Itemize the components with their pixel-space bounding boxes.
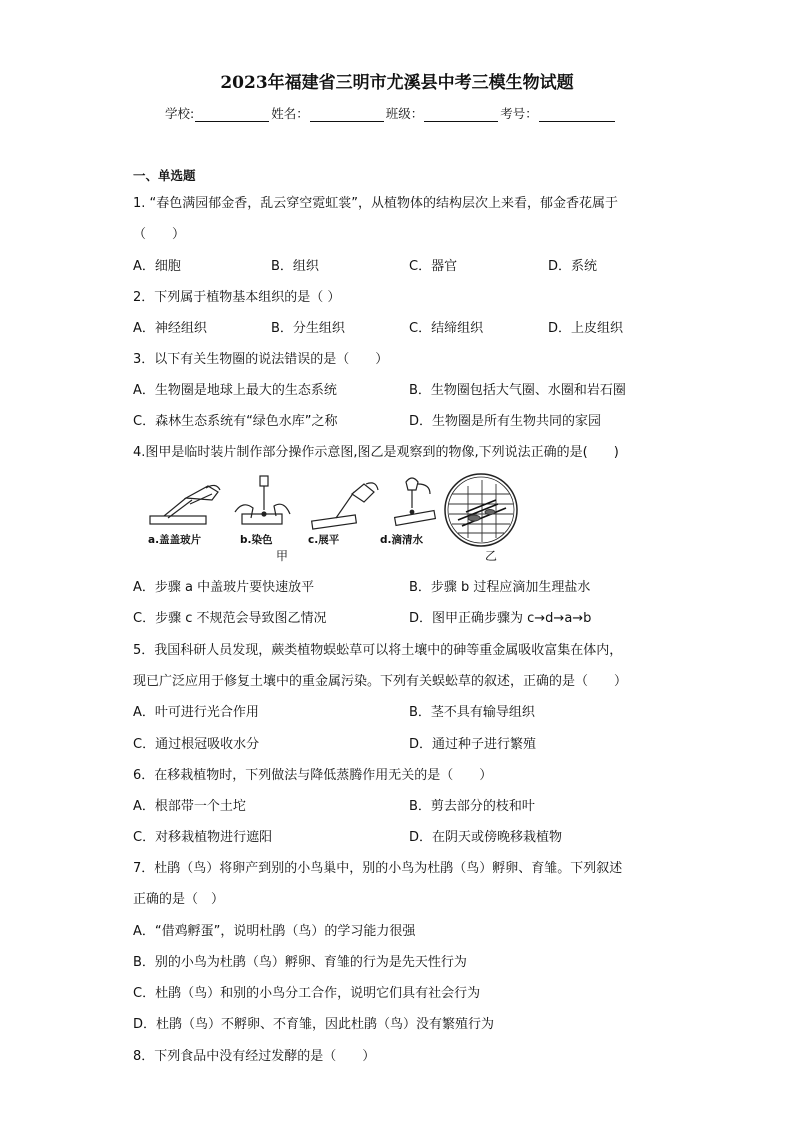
question-7-stem-cont: 正确的是（ ） <box>133 892 225 907</box>
figure-yi-label: 乙 <box>485 549 498 563</box>
q3-option-b[interactable]: B．生物圈包括大气圈、水圈和岩石圈 <box>409 383 626 398</box>
page-title: 2023年福建省三明市尤溪县中考三模生物试题 <box>220 73 574 93</box>
question-1-stem: 1. “春色满园郁金香，乱云穿空霓虹裳”，从植物体的结构层次上来看，郁金香花属于 <box>133 196 619 211</box>
q6-option-b[interactable]: B．剪去部分的枝和叶 <box>409 799 535 814</box>
q1-option-d[interactable]: D．系统 <box>548 259 598 274</box>
q3-option-d[interactable]: D．生物圈是所有生物共同的家园 <box>409 414 602 429</box>
q1-option-a[interactable]: A．细胞 <box>133 259 181 274</box>
exam-number-blank[interactable] <box>539 107 615 122</box>
q5-option-d[interactable]: D．通过种子进行繁殖 <box>409 737 537 752</box>
question-3-stem: 3．以下有关生物圈的说法错误的是（ ） <box>133 352 389 367</box>
q7-option-c[interactable]: C．杜鹃（鸟）和别的小鸟分工合作，说明它们具有社会行为 <box>133 986 481 1001</box>
question-8-stem: 8．下列食品中没有经过发酵的是（ ） <box>133 1049 376 1064</box>
figure-jia-label: 甲 <box>276 549 289 563</box>
q2-option-b[interactable]: B．分生组织 <box>271 321 345 336</box>
q4-option-b[interactable]: B．步骤 b 过程应滴加生理盐水 <box>409 580 591 595</box>
name-label: 姓名： <box>271 106 309 121</box>
school-blank[interactable] <box>195 107 269 122</box>
q4-option-d[interactable]: D．图甲正确步骤为 c→d→a→b <box>409 611 592 626</box>
question-6-stem: 6．在移栽植物时，下列做法与降低蒸腾作用无关的是（ ） <box>133 768 493 783</box>
step-d-label: d.滴清水 <box>380 534 424 546</box>
question-4-stem: 4.图甲是临时装片制作部分操作示意图,图乙是观察到的物像,下列说法正确的是( ) <box>133 445 619 460</box>
q6-option-c[interactable]: C．对移栽植物进行遮阳 <box>133 830 273 845</box>
q5-option-a[interactable]: A．叶可进行光合作用 <box>133 705 259 720</box>
q3-option-c[interactable]: C．森林生态系统有“绿色水库”之称 <box>133 414 338 429</box>
step-b-label: b.染色 <box>240 534 273 546</box>
class-blank[interactable] <box>424 107 498 122</box>
slide-preparation-figure <box>140 472 520 566</box>
q3-option-a[interactable]: A．生物圈是地球上最大的生态系统 <box>133 383 337 398</box>
q6-option-a[interactable]: A．根部带一个土坨 <box>133 799 246 814</box>
q2-option-a[interactable]: A．神经组织 <box>133 321 207 336</box>
q2-option-d[interactable]: D．上皮组织 <box>548 321 624 336</box>
step-a-label: a.盖盖玻片 <box>148 534 202 546</box>
q4-option-c[interactable]: C．步骤 c 不规范会导致图乙情况 <box>133 611 327 626</box>
q5-option-b[interactable]: B．茎不具有输导组织 <box>409 705 535 720</box>
question-1-stem-cont: （ ） <box>133 227 186 242</box>
q7-option-b[interactable]: B．别的小鸟为杜鹃（鸟）孵卵、育雏的行为是先天性行为 <box>133 955 467 970</box>
step-a-drawing <box>150 485 220 524</box>
q5-option-c[interactable]: C．通过根冠吸收水分 <box>133 737 260 752</box>
step-d-drawing <box>395 478 436 525</box>
step-c-label: c.展平 <box>308 534 340 546</box>
step-b-drawing <box>235 476 290 524</box>
school-label: 学校: <box>165 106 195 121</box>
question-5-stem-cont: 现已广泛应用于修复土壤中的重金属污染。下列有关蜈蚣草的叙述，正确的是（ ） <box>133 674 628 689</box>
class-label: 班级： <box>385 106 424 121</box>
q4-option-a[interactable]: A．步骤 a 中盖玻片要快速放平 <box>133 580 315 595</box>
question-5-stem: 5．我国科研人员发现，蕨类植物蜈蚣草可以将土壤中的砷等重金属吸收富集在体内， <box>133 643 623 658</box>
exam-number-label: 考号： <box>500 106 538 121</box>
step-c-drawing <box>312 483 378 529</box>
micrograph-yi <box>445 474 517 546</box>
student-info-row <box>165 104 617 122</box>
q2-option-c[interactable]: C．结缔组织 <box>409 321 484 336</box>
name-blank[interactable] <box>310 107 384 122</box>
q7-option-d[interactable]: D．杜鹃（鸟）不孵卵、不育雏，因此杜鹃（鸟）没有繁殖行为 <box>133 1017 495 1032</box>
q1-option-c[interactable]: C．器官 <box>409 259 458 274</box>
q7-option-a[interactable]: A．“借鸡孵蛋”，说明杜鹃（鸟）的学习能力很强 <box>133 924 416 939</box>
question-7-stem: 7．杜鹃（鸟）将卵产到别的小鸟巢中，别的小鸟为杜鹃（鸟）孵卵、育雏。下列叙述 <box>133 861 623 876</box>
question-2-stem: 2．下列属于植物基本组织的是（ ） <box>133 290 341 305</box>
section-heading: 一、单选题 <box>133 168 196 183</box>
q6-option-d[interactable]: D．在阴天或傍晚移栽植物 <box>409 830 563 845</box>
q1-option-b[interactable]: B．组织 <box>271 259 319 274</box>
